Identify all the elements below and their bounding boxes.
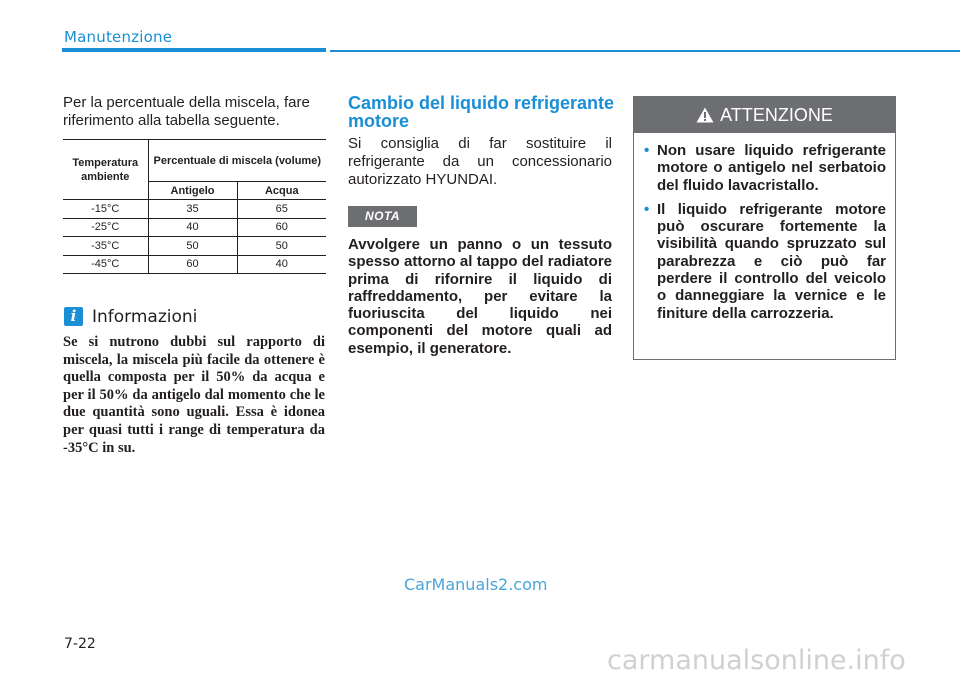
header-percentage: Percentuale di miscela (volume) xyxy=(148,140,326,182)
header-rule-left xyxy=(62,48,326,52)
header-temperature: Temperatura ambiente xyxy=(63,140,148,200)
page-number: 7-22 xyxy=(64,636,96,652)
warning-header xyxy=(634,97,895,133)
section-title: Manutenzione xyxy=(64,28,173,46)
header-antigelo: Antigelo xyxy=(148,182,237,200)
warning-title: ATTENZIONE xyxy=(720,105,833,125)
warning-item-text: Il liquido refrigerante motore può oscurare fortemente la visibilità quando spruzzato sul parabrezza e ciò può far perdere il controllo del veicolo o danneggiare la vernice e le finiture della carrozzeria. xyxy=(657,200,886,322)
coolant-change-title: Cambio del liquido refrigerante motore xyxy=(348,93,615,131)
cell-acqua: 65 xyxy=(237,200,326,219)
warning-triangle-icon xyxy=(696,107,714,123)
nota-badge: NOTA xyxy=(348,206,417,227)
warning-item-text: Non usare liquido refrigerante motore o antigelo nel serbatoio del fluido lavacristallo. xyxy=(657,142,886,194)
table-row xyxy=(63,237,326,256)
watermark-link[interactable]: CarManuals2.com xyxy=(404,575,548,594)
header-rule-right xyxy=(330,50,960,52)
cell-acqua: 50 xyxy=(237,237,326,256)
list-item xyxy=(644,201,886,322)
info-title: Informazioni xyxy=(92,307,198,327)
cell-antigelo: 60 xyxy=(148,255,237,274)
table-row xyxy=(63,218,326,237)
coolant-change-text: Si consiglia di far sostituire il refrigerante da un concessionario autorizzato HYUNDAI. xyxy=(348,135,612,188)
header-acqua: Acqua xyxy=(237,182,326,200)
warning-box xyxy=(633,96,896,360)
watermark-footer: carmanualsonline.info xyxy=(607,645,906,676)
bullet-icon: • xyxy=(644,142,650,159)
cell-temp: -25°C xyxy=(63,218,148,237)
warning-list xyxy=(634,133,895,322)
nota-text: Avvolgere un panno o un tessuto spesso attorno al tappo del radiatore prima di rifornire il liquido di raffreddamento, per evitare la fuoriuscita del liquido nei componenti del motore quali ad esempio, il generatore. xyxy=(348,236,612,357)
cell-antigelo: 35 xyxy=(148,200,237,219)
mix-table xyxy=(63,139,326,274)
cell-temp: -45°C xyxy=(63,255,148,274)
table-row xyxy=(63,200,326,219)
mix-intro-text: Per la percentuale della miscela, fare riferimento alla tabella seguente. xyxy=(63,94,310,129)
info-icon: i xyxy=(64,307,83,326)
cell-temp: -15°C xyxy=(63,200,148,219)
list-item xyxy=(644,142,886,194)
info-body: Se si nutrono dubbi sul rapporto di miscela, la miscela più facile da ottenere è quella composta per il 50% da acqua e per il 50% da antigelo dal momento che le due quantità sono uguali. Essa è idonea per quasi tutti i range di temperatura da -35°C in su. xyxy=(63,334,325,456)
cell-antigelo: 50 xyxy=(148,237,237,256)
cell-antigelo: 40 xyxy=(148,218,237,237)
cell-acqua: 60 xyxy=(237,218,326,237)
table-row xyxy=(63,255,326,274)
cell-temp: -35°C xyxy=(63,237,148,256)
cell-acqua: 40 xyxy=(237,255,326,274)
bullet-icon: • xyxy=(644,200,650,218)
